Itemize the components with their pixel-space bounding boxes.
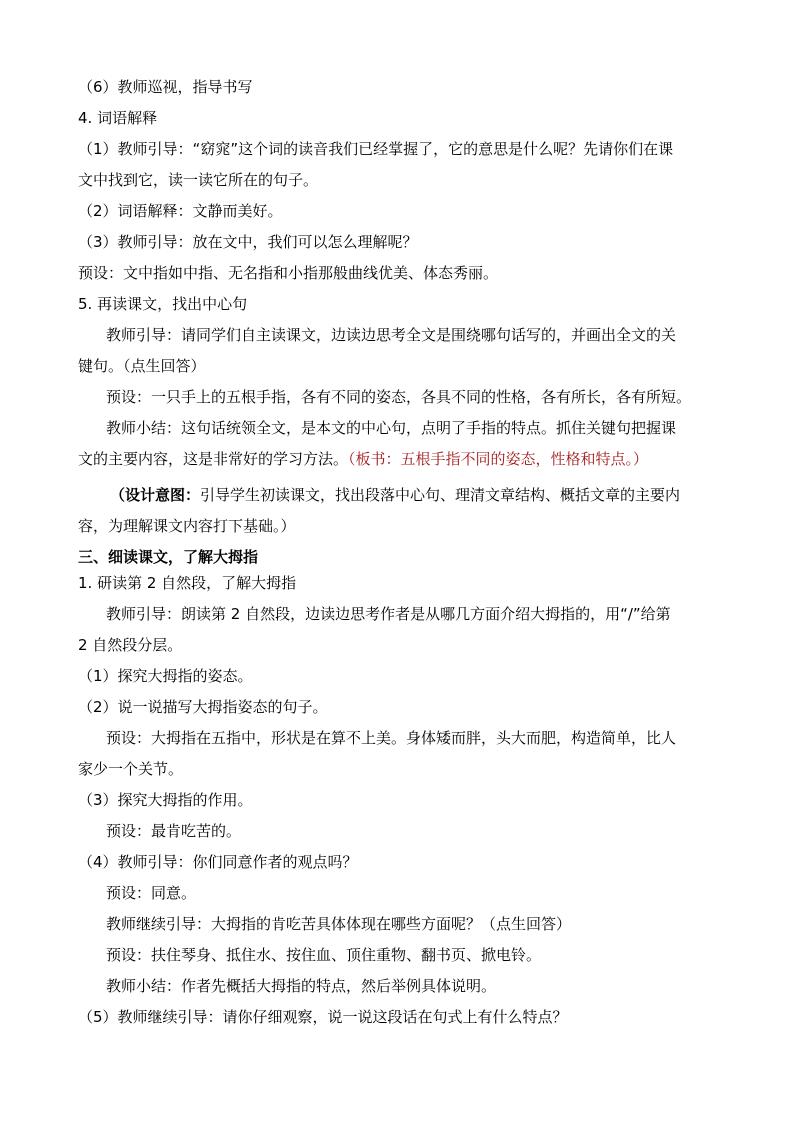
board-note: （板书：五根手指不同的姿态，性格和特点。）	[348, 450, 649, 468]
text-line: 预设：扶住琴身、抵住水、按住血、顶住重物、翻书页、掀电铃。	[106, 946, 542, 964]
text-span: 文的主要内容，这是非常好的学习方法。	[78, 450, 349, 468]
section-heading: 5. 再读课文，找出中心句	[78, 295, 248, 313]
text-line: 教师小结：作者先概括大拇指的特点，然后举例具体说明。	[106, 977, 497, 995]
text-line: 预设：最肯吃苦的。	[106, 822, 242, 840]
text-line	[78, 449, 648, 469]
text-line: 预设：大拇指在五指中，形状是在算不上美。身体矮而胖，头大而肥，构造简单，比人	[106, 729, 677, 747]
text-line: （2）词语解释：文静而美好。	[78, 202, 283, 220]
design-intent-line	[110, 485, 680, 505]
text-line: 家少一个关节。	[78, 760, 184, 778]
text-line: 容，为理解课文内容打下基础。）	[78, 517, 296, 535]
section-title: 三、细读课文，了解大拇指	[78, 548, 259, 566]
text-line: 预设：文中指如中指、无名指和小指那般曲线优美、体态秀丽。	[78, 264, 499, 282]
text-line: （3）教师引导：放在文中，我们可以怎么理解呢？	[78, 233, 418, 251]
text-line: 预设：一只手上的五根手指，各有不同的姿态，各具不同的性格，各有所长，各有所短。	[106, 388, 692, 406]
text-line: （1）教师引导：“窈窕”这个词的读音我们已经掌握了，它的意思是什么呢？先请你们在课	[78, 140, 674, 158]
text-line: （3）探究大拇指的作用。	[78, 791, 253, 809]
text-line: 教师引导：朗读第 2 自然段，边读边思考作者是从哪几方面介绍大拇指的，用“/”给第	[106, 605, 671, 623]
text-line: 教师小结：这句话统领全文，是本文的中心句，点明了手指的特点。抓住关键句把握课	[106, 419, 677, 437]
section-heading: 1. 研读第 2 自然段，了解大拇指	[78, 574, 297, 592]
design-intent-label: （设计意图：	[110, 486, 201, 504]
text-line: （2）说一说描写大拇指姿态的句子。	[78, 698, 328, 716]
text-line: （1）探究大拇指的姿态。	[78, 667, 253, 685]
text-line: 教师引导：请同学们自主读课文，边读边思考全文是围绕哪句话写的，并画出全文的关	[106, 326, 677, 344]
section-heading: 4. 词语解释	[78, 109, 158, 127]
text-line: （4）教师引导：你们同意作者的观点吗？	[78, 853, 358, 871]
text-line: 教师继续引导：大拇指的肯吃苦具体体现在哪些方面呢？（点生回答）	[106, 915, 572, 933]
text-line: （6）教师巡视，指导书写	[78, 78, 253, 96]
text-line: 文中找到它，读一读它所在的句子。	[78, 171, 319, 189]
text-line: （5）教师继续引导：请你仔细观察，说一说这段话在句式上有什么特点？	[78, 1008, 568, 1026]
text-line: 键句。（点生回答）	[78, 357, 206, 375]
text-line: 2 自然段分层。	[78, 636, 183, 654]
text-line: 预设：同意。	[106, 884, 197, 902]
text-span: 引导学生初读课文，找出段落中心句、理清文章结构、概括文章的主要内	[200, 486, 681, 504]
